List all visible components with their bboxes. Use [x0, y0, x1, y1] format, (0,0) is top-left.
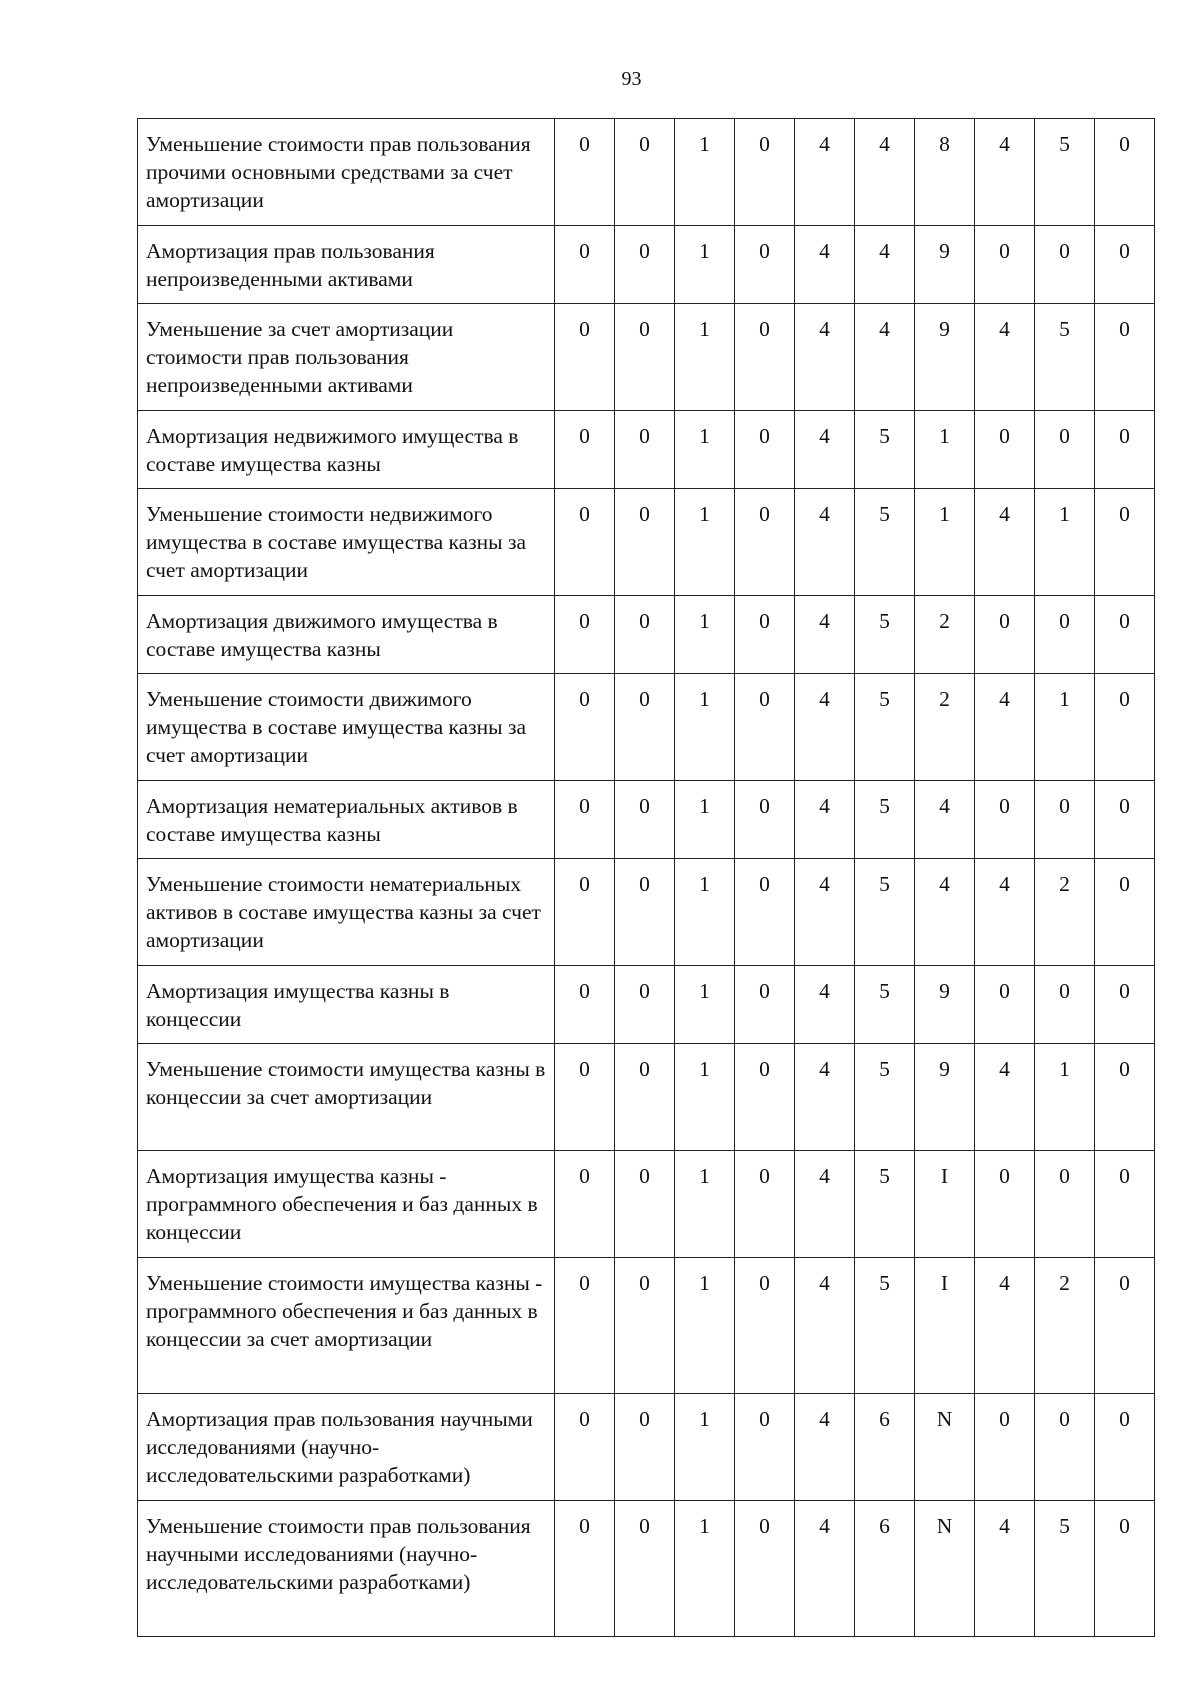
- code-digit: 0: [1035, 966, 1095, 1044]
- code-digit: 2: [1035, 1258, 1095, 1394]
- code-digit: 5: [1035, 1501, 1095, 1637]
- code-digit: 0: [615, 226, 675, 304]
- code-digit: 0: [555, 411, 615, 489]
- code-digit: 4: [975, 1258, 1035, 1394]
- page-number: 93: [621, 68, 642, 90]
- code-digit: 0: [735, 1394, 795, 1501]
- code-digit: 6: [855, 1501, 915, 1637]
- code-digit: 9: [915, 1044, 975, 1151]
- table-row: [138, 1151, 1155, 1258]
- row-description: Амортизация нематериальных активов в составе имущества казны: [138, 781, 555, 859]
- row-description: Уменьшение стоимости недвижимого имущества в составе имущества казны за счет амортизации: [138, 489, 555, 596]
- code-digit: 1: [915, 489, 975, 596]
- code-digit: 5: [855, 781, 915, 859]
- code-digit: 4: [795, 859, 855, 966]
- code-digit: 0: [615, 411, 675, 489]
- code-digit: 4: [795, 1258, 855, 1394]
- code-digit: 0: [975, 781, 1035, 859]
- code-digit: 0: [735, 781, 795, 859]
- code-digit: 0: [1095, 411, 1155, 489]
- code-digit: I: [915, 1151, 975, 1258]
- code-digit: 1: [1035, 674, 1095, 781]
- code-digit: 4: [975, 489, 1035, 596]
- row-description: Уменьшение стоимости имущества казны - программного обеспечения и баз данных в концессии за счет амортизации: [138, 1258, 555, 1394]
- code-digit: 1: [675, 674, 735, 781]
- code-digit: 0: [615, 781, 675, 859]
- code-digit: 4: [795, 1501, 855, 1637]
- code-digit: 1: [915, 411, 975, 489]
- row-description: Амортизация прав пользования непроизведенными активами: [138, 226, 555, 304]
- code-digit: N: [915, 1394, 975, 1501]
- row-description: Амортизация имущества казны - программного обеспечения и баз данных в концессии: [138, 1151, 555, 1258]
- code-digit: 0: [735, 1151, 795, 1258]
- code-digit: 0: [735, 304, 795, 411]
- code-digit: 0: [1095, 1258, 1155, 1394]
- row-description: Уменьшение стоимости движимого имущества в составе имущества казны за счет амортизации: [138, 674, 555, 781]
- code-digit: 4: [975, 304, 1035, 411]
- code-digit: 0: [555, 1044, 615, 1151]
- table-row: [138, 966, 1155, 1044]
- table-row: [138, 859, 1155, 966]
- code-digit: 1: [675, 119, 735, 226]
- row-description: Уменьшение стоимости прав пользования прочими основными средствами за счет амортизации: [138, 119, 555, 226]
- code-digit: 4: [795, 674, 855, 781]
- code-digit: 0: [1035, 226, 1095, 304]
- code-digit: 0: [735, 1044, 795, 1151]
- code-digit: 4: [975, 1501, 1035, 1637]
- code-digit: 0: [735, 411, 795, 489]
- code-digit: 9: [915, 966, 975, 1044]
- code-digit: 0: [555, 966, 615, 1044]
- row-description: Уменьшение стоимости имущества казны в концессии за счет амортизации: [138, 1044, 555, 1151]
- table-row: [138, 119, 1155, 226]
- code-digit: 4: [795, 1044, 855, 1151]
- code-digit: 4: [855, 226, 915, 304]
- code-digit: 0: [555, 859, 615, 966]
- code-digit: 4: [915, 859, 975, 966]
- code-digit: 2: [915, 674, 975, 781]
- code-digit: 4: [975, 119, 1035, 226]
- code-digit: 0: [555, 1394, 615, 1501]
- code-digit: 1: [675, 966, 735, 1044]
- code-digit: 2: [1035, 859, 1095, 966]
- row-description: Уменьшение за счет амортизации стоимости прав пользования непроизведенными активами: [138, 304, 555, 411]
- code-digit: 0: [735, 489, 795, 596]
- code-digit: 0: [555, 1151, 615, 1258]
- code-digit: 0: [615, 674, 675, 781]
- code-digit: 0: [615, 119, 675, 226]
- code-digit: 0: [555, 304, 615, 411]
- code-digit: 4: [975, 859, 1035, 966]
- code-digit: 0: [1095, 596, 1155, 674]
- code-digit: 1: [675, 596, 735, 674]
- code-digit: 0: [1035, 1394, 1095, 1501]
- row-description: Амортизация прав пользования научными исследованиями (научно-исследовательскими разработками): [138, 1394, 555, 1501]
- code-digit: 0: [555, 1258, 615, 1394]
- code-digit: 0: [735, 596, 795, 674]
- code-digit: 5: [855, 859, 915, 966]
- account-codes-table: [137, 118, 1155, 1637]
- code-digit: 1: [675, 489, 735, 596]
- table-row: [138, 489, 1155, 596]
- code-digit: 0: [975, 226, 1035, 304]
- code-digit: 0: [735, 674, 795, 781]
- code-digit: 5: [1035, 119, 1095, 226]
- code-digit: 1: [675, 1151, 735, 1258]
- table-body: [138, 119, 1155, 1637]
- code-digit: 1: [675, 1394, 735, 1501]
- table-row: [138, 1501, 1155, 1637]
- code-digit: 1: [675, 411, 735, 489]
- code-digit: 1: [675, 859, 735, 966]
- code-digit: 0: [975, 596, 1035, 674]
- code-digit: 5: [855, 411, 915, 489]
- code-digit: 5: [855, 596, 915, 674]
- code-digit: I: [915, 1258, 975, 1394]
- code-digit: 5: [855, 1044, 915, 1151]
- code-digit: 0: [555, 226, 615, 304]
- code-digit: 4: [795, 411, 855, 489]
- code-digit: 4: [915, 781, 975, 859]
- code-digit: 0: [1095, 781, 1155, 859]
- code-digit: 0: [1095, 489, 1155, 596]
- table-row: [138, 1044, 1155, 1151]
- row-description: Амортизация движимого имущества в составе имущества казны: [138, 596, 555, 674]
- table-row: [138, 226, 1155, 304]
- code-digit: 0: [1095, 1394, 1155, 1501]
- code-digit: 0: [735, 1258, 795, 1394]
- code-digit: 0: [975, 411, 1035, 489]
- code-digit: 5: [1035, 304, 1095, 411]
- code-digit: 0: [1095, 1151, 1155, 1258]
- code-digit: 5: [855, 1258, 915, 1394]
- code-digit: 0: [555, 781, 615, 859]
- code-digit: 1: [675, 1501, 735, 1637]
- code-digit: 4: [795, 966, 855, 1044]
- code-digit: 0: [975, 1151, 1035, 1258]
- code-digit: 0: [555, 596, 615, 674]
- code-digit: 2: [915, 596, 975, 674]
- code-digit: 0: [555, 1501, 615, 1637]
- code-digit: 4: [855, 304, 915, 411]
- code-digit: 5: [855, 966, 915, 1044]
- code-digit: 6: [855, 1394, 915, 1501]
- row-description: Уменьшение стоимости прав пользования научными исследованиями (научно-исследовательскими разработками): [138, 1501, 555, 1637]
- table-row: [138, 674, 1155, 781]
- code-digit: 0: [1095, 1044, 1155, 1151]
- code-digit: 5: [855, 674, 915, 781]
- code-digit: 0: [1035, 1151, 1095, 1258]
- code-digit: 0: [975, 1394, 1035, 1501]
- code-digit: 5: [855, 489, 915, 596]
- code-digit: 4: [795, 1394, 855, 1501]
- code-digit: 1: [675, 781, 735, 859]
- row-description: Уменьшение стоимости нематериальных активов в составе имущества казны за счет амортизации: [138, 859, 555, 966]
- code-digit: 0: [1035, 596, 1095, 674]
- code-digit: 0: [1095, 966, 1155, 1044]
- code-digit: 0: [555, 674, 615, 781]
- code-digit: 4: [975, 1044, 1035, 1151]
- code-digit: 0: [615, 596, 675, 674]
- code-digit: 0: [735, 859, 795, 966]
- code-digit: 0: [1095, 859, 1155, 966]
- code-digit: 0: [735, 966, 795, 1044]
- code-digit: 0: [615, 859, 675, 966]
- code-digit: 4: [795, 1151, 855, 1258]
- code-digit: 0: [615, 1258, 675, 1394]
- table-row: [138, 1258, 1155, 1394]
- row-description: Амортизация недвижимого имущества в составе имущества казны: [138, 411, 555, 489]
- code-digit: 0: [615, 1394, 675, 1501]
- table-row: [138, 781, 1155, 859]
- code-digit: 0: [735, 1501, 795, 1637]
- code-digit: 4: [795, 489, 855, 596]
- code-digit: 1: [675, 1258, 735, 1394]
- code-digit: 1: [1035, 489, 1095, 596]
- code-digit: 0: [1095, 304, 1155, 411]
- code-digit: 4: [795, 781, 855, 859]
- code-digit: 0: [1035, 781, 1095, 859]
- code-digit: 5: [855, 1151, 915, 1258]
- code-digit: 0: [1095, 1501, 1155, 1637]
- code-digit: 0: [1095, 119, 1155, 226]
- code-digit: 1: [675, 1044, 735, 1151]
- code-digit: N: [915, 1501, 975, 1637]
- code-digit: 0: [555, 119, 615, 226]
- code-digit: 0: [615, 304, 675, 411]
- code-digit: 4: [795, 226, 855, 304]
- code-digit: 0: [615, 1044, 675, 1151]
- code-digit: 0: [735, 119, 795, 226]
- table-row: [138, 596, 1155, 674]
- code-digit: 1: [675, 226, 735, 304]
- code-digit: 0: [615, 966, 675, 1044]
- code-digit: 9: [915, 304, 975, 411]
- table-row: [138, 304, 1155, 411]
- table-row: [138, 411, 1155, 489]
- code-digit: 4: [795, 119, 855, 226]
- code-digit: 0: [735, 226, 795, 304]
- code-digit: 1: [1035, 1044, 1095, 1151]
- code-digit: 4: [855, 119, 915, 226]
- code-digit: 1: [675, 304, 735, 411]
- code-digit: 0: [1095, 674, 1155, 781]
- code-digit: 0: [555, 489, 615, 596]
- code-digit: 0: [615, 1501, 675, 1637]
- code-digit: 0: [615, 1151, 675, 1258]
- table-row: [138, 1394, 1155, 1501]
- code-digit: 4: [795, 596, 855, 674]
- code-digit: 0: [975, 966, 1035, 1044]
- code-digit: 4: [795, 304, 855, 411]
- code-digit: 0: [1035, 411, 1095, 489]
- code-digit: 4: [975, 674, 1035, 781]
- code-digit: 0: [1095, 226, 1155, 304]
- code-digit: 9: [915, 226, 975, 304]
- code-digit: 8: [915, 119, 975, 226]
- code-digit: 0: [615, 489, 675, 596]
- row-description: Амортизация имущества казны в концессии: [138, 966, 555, 1044]
